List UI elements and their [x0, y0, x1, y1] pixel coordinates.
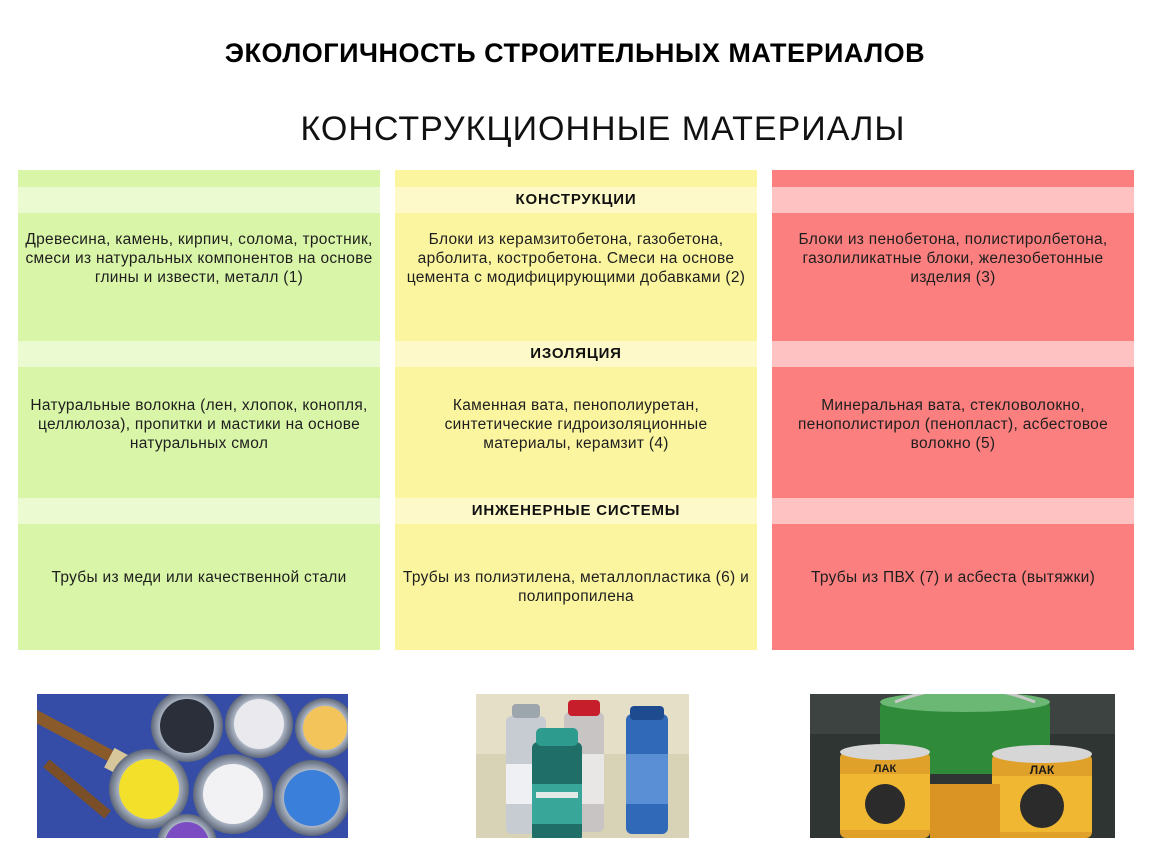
section-band: [18, 187, 380, 213]
section-band: [772, 187, 1134, 213]
spray-cans-image: [476, 694, 689, 838]
section-band: [772, 498, 1134, 524]
section-label-constructions: КОНСТРУКЦИИ: [515, 191, 637, 208]
column-harmful: [772, 170, 1134, 650]
paint-cans-photo: [37, 694, 348, 838]
cell-insulation: Каменная вата, пенополиуретан, синтетические гидроизоляционные материалы, керамзит (4): [444, 397, 708, 452]
section-label-insulation: ИЗОЛЯЦИЯ: [530, 345, 622, 362]
cell-insulation: Натуральные волокна (лен, хлопок, конопля, целлюлоза), пропитки и мастики на основе натуральных смол: [30, 397, 368, 452]
column-moderate: [395, 170, 757, 650]
section-band: [18, 341, 380, 367]
paint-cans-image: [37, 694, 348, 838]
column-eco-friendly: [18, 170, 380, 650]
cell-constructions: Блоки из пенобетона, полистиролбетона, газолиликатные блоки, железобетонные изделия (3): [798, 231, 1108, 286]
spray-cans-photo: [476, 694, 689, 838]
cell-insulation: Минеральная вата, стекловолокно, пенополистирол (пенопласт), асбестовое волокно (5): [797, 397, 1109, 452]
can-label-right: ЛАК: [1029, 763, 1055, 777]
can-label-left: ЛАК: [873, 763, 897, 775]
cell-constructions: Блоки из керамзитобетона, газобетона, арболита, костробетона. Смеси на основе цемента с модифицирующими добавками (2): [406, 231, 746, 286]
cell-engineering: Трубы из ПВХ (7) и асбеста (вытяжки): [810, 569, 1096, 586]
cell-constructions: Древесина, камень, кирпич, солома, тростник, смеси из натуральных компонентов на основе глины и извести, металл (1): [25, 231, 373, 286]
page-subtitle: КОНСТРУКЦИОННЫЕ МАТЕРИАЛЫ: [300, 110, 906, 148]
lacquer-cans-photo: [810, 694, 1115, 838]
section-band: [18, 498, 380, 524]
section-label-engineering: ИНЖЕНЕРНЫЕ СИСТЕМЫ: [471, 502, 681, 519]
section-band: [772, 341, 1134, 367]
cell-engineering: Трубы из меди или качественной стали: [51, 569, 347, 586]
cell-engineering: Трубы из полиэтилена, металлопластика (6) и полипропилена: [402, 569, 750, 605]
lacquer-cans-image: [810, 694, 1115, 838]
page-title: ЭКОЛОГИЧНОСТЬ СТРОИТЕЛЬНЫХ МАТЕРИАЛОВ: [224, 38, 926, 68]
